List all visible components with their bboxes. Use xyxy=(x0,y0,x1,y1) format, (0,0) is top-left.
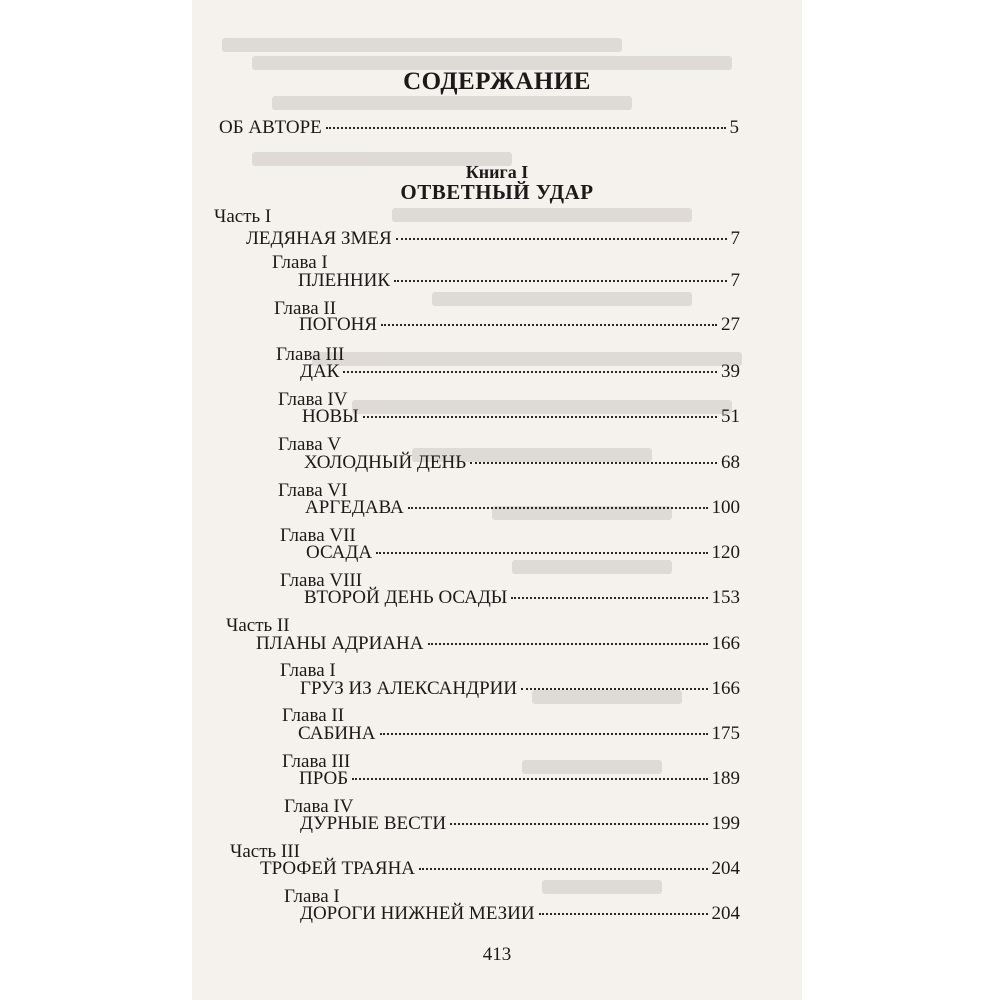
entry-page: 153 xyxy=(711,587,740,608)
entry-title: ДАК xyxy=(300,361,340,382)
toc-entry-part[interactable] xyxy=(246,228,740,254)
toc-entry-chapter[interactable] xyxy=(299,314,740,340)
toc-entry-chapter[interactable] xyxy=(300,678,740,704)
toc-entry-chapter[interactable] xyxy=(300,813,740,839)
dot-leader xyxy=(394,280,726,282)
entry-title: ПЛАНЫ АДРИАНА xyxy=(256,633,424,654)
entry-title: ЛЕДЯНАЯ ЗМЕЯ xyxy=(246,228,392,249)
chapter-label: Глава V xyxy=(278,434,342,455)
chapter-label: Глава IV xyxy=(284,796,354,817)
dot-leader xyxy=(396,238,727,240)
entry-page: 100 xyxy=(711,497,740,518)
entry-title: ХОЛОДНЫЙ ДЕНЬ xyxy=(304,452,467,473)
chapter-label: Глава II xyxy=(282,705,345,726)
chapter-label: Глава I xyxy=(284,886,340,907)
book-title: ОТВЕТНЫЙ УДАР xyxy=(400,180,594,204)
toc-entry-chapter[interactable] xyxy=(300,903,740,929)
entry-title: САБИНА xyxy=(298,723,376,744)
dot-leader xyxy=(539,913,708,915)
toc-entry-chapter[interactable] xyxy=(304,587,740,613)
toc-entry-chapter[interactable] xyxy=(299,768,740,794)
entry-page: 204 xyxy=(711,858,740,879)
entry-page: 7 xyxy=(730,270,740,291)
chapter-label: Глава IV xyxy=(278,389,348,410)
dot-leader xyxy=(381,324,717,326)
entry-title: ОБ АВТОРЕ xyxy=(219,117,322,138)
chapter-label: Глава VI xyxy=(278,480,348,501)
chapter-label: Глава II xyxy=(274,298,337,319)
entry-page: 68 xyxy=(721,452,740,473)
entry-page: 166 xyxy=(711,678,740,699)
entry-title: ТРОФЕЙ ТРАЯНА xyxy=(260,858,416,879)
part-label: Часть II xyxy=(226,615,290,636)
entry-title: ГРУЗ ИЗ АЛЕКСАНДРИИ xyxy=(300,678,518,699)
toc-entry-about-author[interactable] xyxy=(219,117,739,143)
entry-title: ПОГОНЯ xyxy=(299,314,378,335)
part-label: Часть I xyxy=(214,206,272,227)
dot-leader xyxy=(470,462,717,464)
toc-entry-part[interactable] xyxy=(256,633,740,659)
entry-title: ДОРОГИ НИЖНЕЙ МЕЗИИ xyxy=(300,903,535,924)
entry-page: 189 xyxy=(711,768,740,789)
toc-entry-part[interactable] xyxy=(260,858,740,884)
dot-leader xyxy=(408,507,708,509)
toc-entry-chapter[interactable] xyxy=(300,361,740,387)
chapter-label: Глава III xyxy=(282,751,351,772)
toc-entry-chapter[interactable] xyxy=(305,497,740,523)
chapter-label: Глава VII xyxy=(280,525,356,546)
dot-leader xyxy=(376,552,707,554)
toc-entry-chapter[interactable] xyxy=(304,452,740,478)
dot-leader xyxy=(343,371,717,373)
dot-leader xyxy=(450,823,707,825)
entry-title: ВТОРОЙ ДЕНЬ ОСАДЫ xyxy=(304,587,508,608)
entry-page: 51 xyxy=(721,406,740,427)
dot-leader xyxy=(380,733,708,735)
entry-page: 39 xyxy=(721,361,740,382)
chapter-label: Глава I xyxy=(272,252,328,273)
entry-page: 166 xyxy=(711,633,740,654)
entry-page: 175 xyxy=(711,723,740,744)
toc-entry-chapter[interactable] xyxy=(302,406,740,432)
page-number: 413 xyxy=(482,944,512,965)
dot-leader xyxy=(352,778,707,780)
chapter-label: Глава I xyxy=(280,660,336,681)
dot-leader xyxy=(326,127,726,129)
entry-title: ДУРНЫЕ ВЕСТИ xyxy=(300,813,447,834)
entry-page: 204 xyxy=(711,903,740,924)
entry-title: ПРОБ xyxy=(299,768,349,789)
entry-title: АРГЕДАВА xyxy=(305,497,404,518)
toc-entry-chapter[interactable] xyxy=(298,723,740,749)
entry-page: 7 xyxy=(730,228,740,249)
dot-leader xyxy=(511,597,707,599)
dot-leader xyxy=(363,416,717,418)
entry-page: 27 xyxy=(721,314,740,335)
dot-leader xyxy=(419,868,707,870)
entry-page: 199 xyxy=(711,813,740,834)
contents-title: СОДЕРЖАНИЕ xyxy=(403,68,591,95)
book-page xyxy=(192,0,802,1000)
dot-leader xyxy=(428,643,708,645)
entry-page: 5 xyxy=(729,117,739,138)
part-label: Часть III xyxy=(230,841,300,862)
toc-entry-chapter[interactable] xyxy=(298,270,740,296)
toc-entry-chapter[interactable] xyxy=(306,542,740,568)
book-number: Книга I xyxy=(465,162,529,182)
entry-title: ОСАДА xyxy=(306,542,373,563)
entry-title: НОВЫ xyxy=(302,406,359,427)
chapter-label: Глава III xyxy=(276,344,345,365)
entry-page: 120 xyxy=(711,542,740,563)
dot-leader xyxy=(521,688,707,690)
chapter-label: Глава VIII xyxy=(280,570,363,591)
entry-title: ПЛЕННИК xyxy=(298,270,391,291)
